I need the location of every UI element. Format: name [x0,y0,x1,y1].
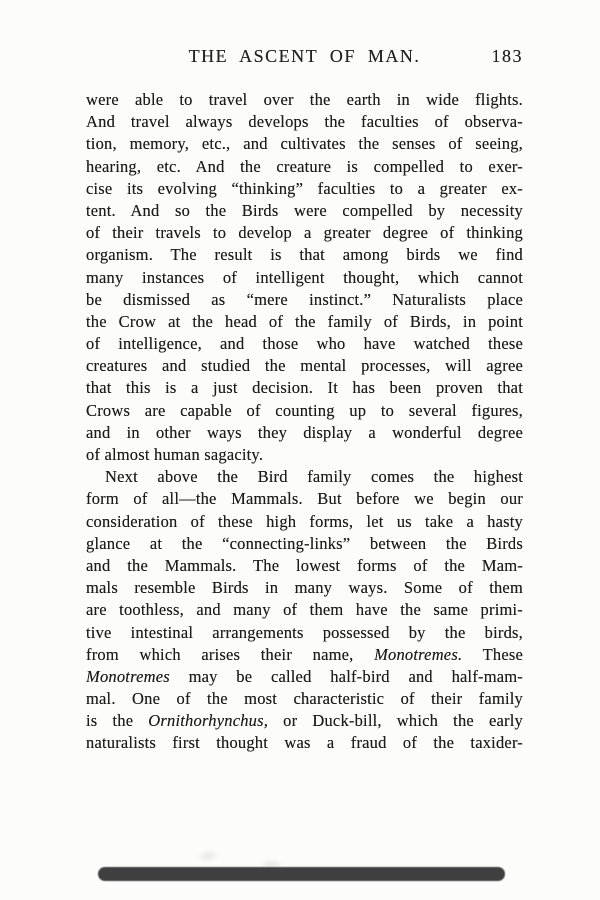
running-title: THE ASCENT OF MAN. [188,46,421,66]
text-line: tive intestinal arrangements possessed by the birds, [86,622,523,642]
text-line: and in other ways they display a wonderful degree [86,422,523,442]
text-line: Crows are capable of counting up to several figures, [86,400,523,420]
text-block [86,89,523,755]
text-line: consideration of these high forms, let us take a hasty [86,511,523,531]
text-line: mals resemble Birds in many ways. Some of them [86,578,523,598]
text-line: from which arises their name, Monotremes. These [86,644,523,664]
text-line: mal. One of the most characteristic of their family [86,689,523,709]
text-line: glance at the “connecting-links” between the Birds [86,533,523,553]
text-line: the Crow at the head of the family of Birds, in point [86,311,523,331]
text-line: And travel always develops the faculties of observa- [86,112,523,132]
text-line: were able to travel over the earth in wide flights. [86,90,523,109]
text-line: are toothless, and many of them have the same primi- [86,600,523,620]
page-header [86,46,523,67]
text-line: cise its evolving “thinking” faculties to a greater ex- [86,178,523,198]
text-line: Monotremes may be called half-bird and half-mam- [86,666,523,686]
scan-smudge [199,850,217,862]
text-line: hearing, etc. And the creature is compelled to exer- [86,156,523,176]
text-line: tent. And so the Birds were compelled by necessity [86,200,523,220]
page-number: 183 [491,46,523,66]
text-line: be dismissed as “mere instinct.” Naturalists place [86,289,523,309]
text-line: creatures and studied the mental processes, will agree [86,356,523,376]
text-line: naturalists first thought was a fraud of the taxider- [86,733,523,753]
text-line: form of all—the Mammals. But before we begin our [86,489,523,509]
text-line: of their travels to develop a greater degree of thinking [86,223,523,243]
text-line: and the Mammals. The lowest forms of the Mam- [86,555,523,575]
text-line: of almost human sagacity. [86,445,264,464]
text-line: is the Ornithorhynchus, or Duck-bill, which the early [86,711,523,731]
text-line: Next above the Bird family comes the highest [105,467,523,487]
text-line: many instances of intelligent thought, which cannot [86,267,523,287]
scan-artifact-bar [98,867,505,881]
text-line: tion, memory, etc., and cultivates the senses of seeing, [86,134,523,154]
text-line: organism. The result is that among birds we find [86,245,523,265]
text-line: that this is a just decision. It has been proven that [86,378,523,398]
text-line: of intelligence, and those who have watched these [86,334,523,354]
